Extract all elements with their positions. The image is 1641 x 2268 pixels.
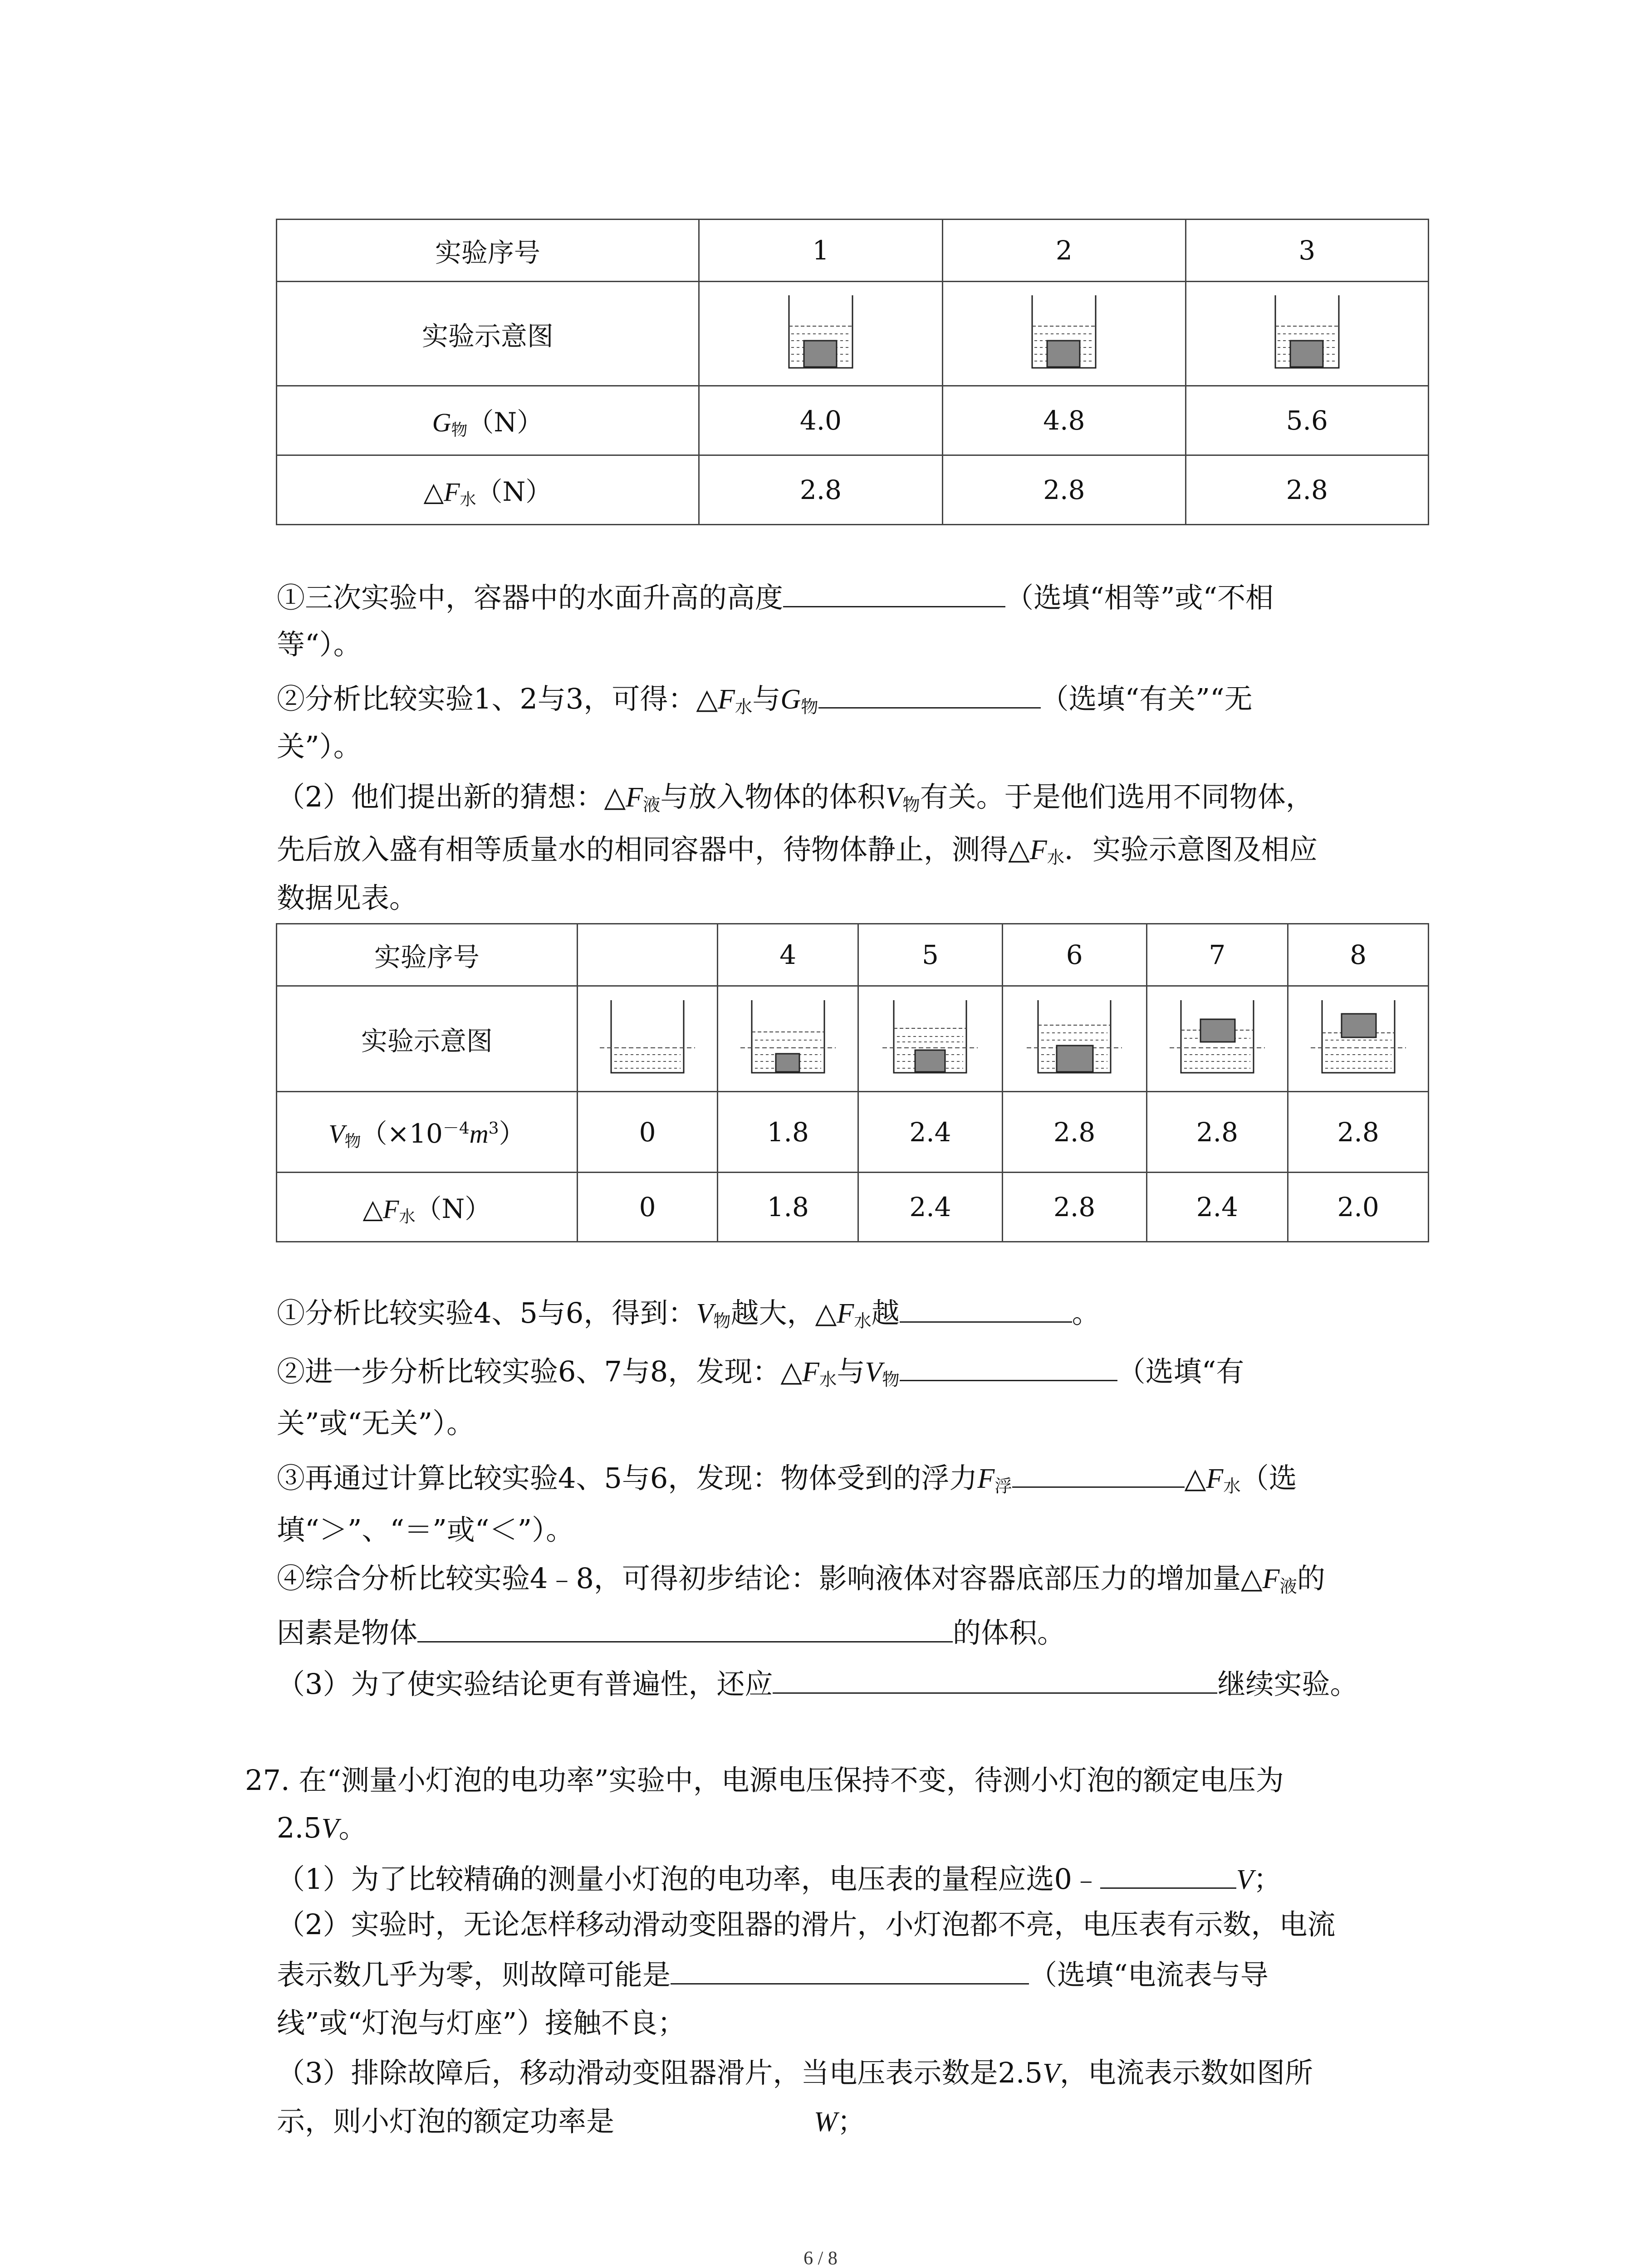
table-cell: 0 [577,1173,718,1242]
table-experiment-1 [276,219,1429,525]
table-row [277,1173,1429,1242]
f-label: $\triangle F_水(N)$ [277,1173,578,1242]
answer-blank[interactable] [1012,1457,1185,1488]
beaker-diagram [1002,986,1146,1092]
answer-blank[interactable] [773,1662,1217,1694]
table-row [277,220,1429,282]
text-line: （2）实验时，无论怎样移动滑动变阻器的滑片，小灯泡都不亮，电压表有示数，电流 [277,1908,1336,1941]
text-line: 示，则小灯泡的额定功率是 W； [277,2105,866,2138]
text-line: ②分析比较实验1、2与3，可得：$\triangle F_水$与$G_物$ （选填“有关”“无 [277,677,1253,728]
answer-blank[interactable] [900,1350,1117,1381]
beaker-diagram [1146,986,1288,1092]
table-cell: 2.4 [1146,1173,1288,1242]
answer-blank[interactable] [818,677,1041,709]
col-header: 4 [718,924,858,986]
text-line: 因素是物体 的体积。 [277,1611,1065,1653]
text-line: 2.5V。 [277,1811,367,1844]
table-cell: 2.8 [1002,1173,1146,1242]
table-row [277,986,1429,1092]
text-line: ②进一步分析比较实验6、7与8，发现：$\triangle F_水$与$V_物$ （选填“有 [277,1350,1244,1401]
table-row [277,1092,1429,1173]
diagram-label: 实验示意图 [277,282,699,386]
table-cell: 4.8 [943,386,1185,455]
text-line: （2）他们提出新的猜想：$\triangle F_液$与放入物体的体积$V_物$有关。于是他们选用不同物体， [277,780,1314,816]
page-number: 6 / 8 [803,2248,838,2268]
answer-blank[interactable] [900,1291,1072,1323]
table-cell: 2.0 [1288,1173,1429,1242]
beaker-diagram [1288,986,1429,1092]
answer-blank[interactable] [417,1611,953,1642]
row-header-label: 实验序号 [277,924,578,986]
table-cell: 1.8 [718,1173,858,1242]
text-line: 等“）。 [277,628,362,661]
col-header [577,924,718,986]
table-cell: 2.8 [1288,1092,1429,1173]
table-experiment-2 [276,923,1429,1242]
table-cell: 4.0 [699,386,942,455]
table-cell: 1.8 [718,1092,858,1173]
table-row [277,924,1429,986]
answer-blank[interactable] [783,576,1005,607]
col-header: 7 [1146,924,1288,986]
table-cell: 2.4 [858,1173,1003,1242]
table-row [277,455,1429,525]
answer-blank[interactable] [1100,1857,1236,1889]
beaker-diagram [577,986,718,1092]
col-header: 3 [1185,220,1428,282]
col-header: 1 [699,220,942,282]
table-cell: 2.8 [699,455,942,525]
table-cell: 2.4 [858,1092,1003,1173]
text-line: 表示数几乎为零，则故障可能是 （选填“电流表与导 [277,1953,1269,1995]
text-line: 关”或“无关”）。 [277,1407,475,1440]
beaker-diagram [943,282,1185,386]
text-line: 数据见表。 [277,881,418,914]
text-line: （1）为了比较精确的测量小灯泡的电功率，电压表的量程应选0﹣ V； [277,1857,1282,1900]
col-header: 2 [943,220,1185,282]
row-header-label: 实验序号 [277,220,699,282]
table-cell: 5.6 [1185,386,1428,455]
table-cell: 2.8 [1146,1092,1288,1173]
beaker-diagram [1185,282,1428,386]
table-row [277,282,1429,386]
text-line: （3）排除故障后，移动滑动变阻器滑片，当电压表示数是2.5V，电流表示数如图所 [277,2056,1313,2089]
text-line: ③再通过计算比较实验4、5与6，发现：物体受到的浮力$F_浮$ $\triangle F_水$（选 [277,1457,1297,1507]
text-line: ④综合分析比较实验4﹣8，可得初步结论：影响液体对容器底部压力的增加量$\triangle F_液$的 [277,1562,1325,1597]
g-label: $G_物(N)$ [277,386,699,455]
text-line: （3）为了使实验结论更有普遍性，还应 继续实验。 [277,1662,1358,1705]
beaker-diagram [858,986,1003,1092]
f-label: $\triangle F_水(N)$ [277,455,699,525]
text-line: ①三次实验中，容器中的水面升高的高度 （选填“相等”或“不相 [277,576,1274,618]
text-line: ①分析比较实验4、5与6，得到：$V_物$越大，$\triangle F_水$越 。 [277,1291,1100,1342]
col-header: 6 [1002,924,1146,986]
col-header: 8 [1288,924,1429,986]
text-line: 关”）。 [277,730,362,763]
beaker-diagram [699,282,942,386]
beaker-diagram [718,986,858,1092]
table-cell: 2.8 [943,455,1185,525]
table-cell: 2.8 [1002,1092,1146,1173]
col-header: 5 [858,924,1003,986]
table-row [277,386,1429,455]
v-label: $V_物(\times 10^{-4}m^3)$ [277,1092,578,1173]
table-cell: 2.8 [1185,455,1428,525]
answer-blank[interactable] [671,1953,1029,1984]
diagram-label: 实验示意图 [277,986,578,1092]
text-line: 线”或“灯泡与灯座”）接触不良； [277,2006,686,2039]
text-line: 填“＞”、“＝”或“＜”）。 [277,1513,574,1546]
text-line: 先后放入盛有相等质量水的相同容器中，待物体静止，测得$\triangle F_水$．实验示意图及相应 [277,833,1318,868]
table-cell: 0 [577,1092,718,1173]
question-27-stem: 27. 在“测量小灯泡的电功率”实验中，电源电压保持不变，待测小灯泡的额定电压为 [245,1764,1284,1797]
